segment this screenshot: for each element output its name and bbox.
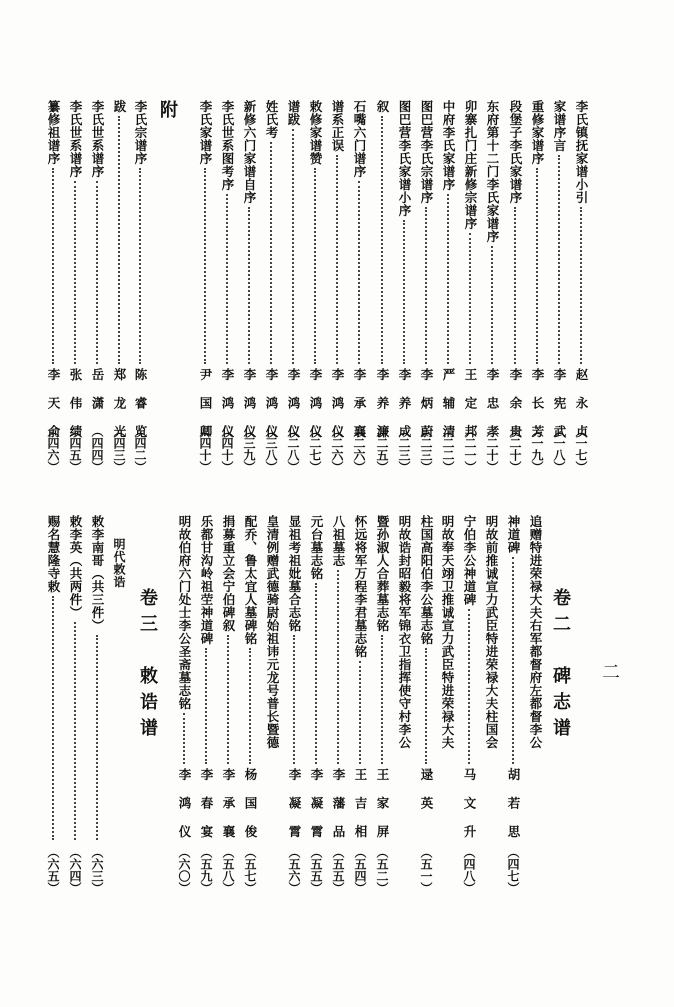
section-subheading: 明代敕诰: [112, 538, 126, 588]
toc-entry-page: （二三）: [397, 425, 411, 473]
toc-entry-page: （六三）: [90, 846, 104, 894]
toc-entry-author: 李 鸿 仪: [242, 368, 257, 438]
toc-entry-author: 李 天 俞: [46, 368, 61, 438]
toc-entry-title: 宁伯李公神道碑: [462, 515, 477, 606]
toc-entry-title: 李氏家谱序: [198, 100, 213, 165]
toc-entry-title: 皇清例赠武德骑尉始祖讳元龙号普长暨德: [265, 515, 280, 749]
toc-entry-author: 李 鸿 仪: [264, 368, 279, 438]
toc-entry-title: 暨孙淑人合葬墓志铭: [375, 515, 390, 632]
leader-dots: [226, 194, 228, 364]
leader-dots: [337, 570, 339, 764]
toc-entry-page: （五五）: [331, 846, 345, 894]
toc-entry-title: 明故诰封昭毅将军锦衣卫指挥使守村李公: [397, 515, 412, 749]
toc-entry-page: （一七）: [574, 425, 588, 473]
toc-entry-title: 元台墓志铭: [309, 515, 324, 580]
leader-dots: [314, 168, 316, 364]
toc-entry-title: 家谱序言: [552, 100, 567, 152]
toc-entry-title: 柱国高阳伯李公墓志铭: [419, 515, 434, 645]
toc-entry-title: 捐募重立会宁伯碑叙: [221, 515, 236, 632]
leader-dots: [227, 635, 229, 764]
toc-entry-title: 怀远将军万程李君墓志铭: [353, 515, 368, 658]
toc-entry-title: 图巴营李氏宗谱序: [419, 100, 434, 204]
appendix-heading: 附: [157, 100, 178, 126]
toc-entry-title: 敕李南哥（共三件）: [90, 515, 105, 632]
leader-dots: [139, 168, 141, 364]
toc-entry-author: 李 凝 霄: [287, 768, 302, 838]
leader-dots: [447, 194, 449, 364]
leader-dots: [403, 220, 405, 364]
leader-dots: [512, 557, 514, 764]
toc-entry-page: （五二）: [375, 846, 389, 894]
leader-dots: [315, 583, 317, 764]
toc-entry-title: 姓氏考: [264, 100, 279, 139]
toc-entry-page: （二十）: [508, 425, 522, 473]
toc-entry-title: 显祖考祖妣墓合志铭: [287, 515, 302, 632]
toc-entry-title: 赐名慧隆寺敕: [46, 515, 61, 593]
toc-entry-page: （六五）: [46, 846, 60, 894]
leader-dots: [74, 622, 76, 840]
leader-dots: [468, 609, 470, 764]
toc-entry-page: （二六）: [330, 425, 344, 473]
toc-entry-author: 李 鸿 仪: [220, 368, 235, 438]
toc-entry-title: 神道碑: [506, 515, 521, 554]
toc-entry-author: 逯 英: [419, 768, 434, 810]
toc-entry-title: 段堡子李氏家谱序: [508, 100, 523, 204]
toc-entry-title: 中府李氏家谱序: [441, 100, 456, 191]
toc-entry-author: 李 炳 蔚: [419, 368, 434, 438]
toc-entry-author: 胡 若 思: [506, 768, 521, 838]
leader-dots: [580, 207, 582, 364]
toc-entry-title: 谱跋: [286, 100, 301, 126]
leader-dots: [52, 596, 54, 840]
toc-entry-page: （五一）: [419, 846, 433, 894]
toc-entry-page: （二七）: [308, 425, 322, 473]
toc-entry-title: 八祖墓志: [331, 515, 346, 567]
toc-entry-page: （二十）: [485, 425, 499, 473]
toc-entry-author: 李 宪 武: [552, 368, 567, 438]
toc-entry-title: 叙: [375, 100, 390, 113]
toc-entry-author: 李 鸿 仪: [308, 368, 323, 438]
toc-entry-page: （四二）: [133, 425, 147, 473]
leader-dots: [469, 233, 471, 364]
leader-dots: [74, 181, 76, 364]
leader-dots: [359, 661, 361, 764]
toc-entry-title: 明故奉天翊卫推诚宣力武臣特进荣禄大夫: [440, 515, 455, 749]
toc-entry-title: 新修六门家谱自序: [242, 100, 257, 204]
leader-dots: [205, 648, 207, 764]
toc-entry-author: 张 伟 绩: [68, 368, 83, 438]
toc-entry-author: 王 家 屏: [375, 768, 390, 838]
toc-entry-author: 李 藩 品: [331, 768, 346, 838]
toc-entry-author: 李 鸿 仪: [177, 768, 192, 838]
toc-entry-author: 岳 潇: [90, 368, 105, 410]
toc-entry-page: （六〇）: [177, 846, 191, 894]
toc-entry-author: 李 凝 霄: [309, 768, 324, 838]
toc-entry-page: （一八）: [552, 425, 566, 473]
toc-entry-page: （四四）: [90, 425, 104, 473]
toc-entry-page: （二一）: [463, 425, 477, 473]
toc-entry-title: 李氏世系谱序: [68, 100, 83, 178]
toc-entry-title: 配乔、鲁太宜人墓碑铭: [243, 515, 258, 645]
toc-entry-author: 李 忠 孝: [485, 368, 500, 438]
toc-entry-page: （三九）: [242, 425, 256, 473]
toc-entry-page: （二三）: [419, 425, 433, 473]
toc-entry-page: （三八）: [264, 425, 278, 473]
toc-entry-title: 卯寨扎门庄新修宗谱序: [463, 100, 478, 230]
volume-heading: 卷三 敕诰谱: [137, 588, 158, 744]
toc-entry-page: （五九）: [199, 846, 213, 894]
toc-entry-title: 重修家谱序: [530, 100, 545, 165]
toc-entry-author: 尹 国 卿: [198, 368, 213, 438]
toc-entry-author: 陈 睿 览: [133, 368, 148, 438]
leader-dots: [52, 168, 54, 364]
toc-entry-page: （五五）: [309, 846, 323, 894]
toc-entry-author: 李 养 成: [397, 368, 412, 438]
leader-dots: [118, 116, 120, 364]
toc-entry-page: （五四）: [353, 846, 367, 894]
leader-dots: [558, 155, 560, 364]
toc-entry-page: （二八）: [286, 425, 300, 473]
toc-entry-page: （二五）: [375, 425, 389, 473]
toc-entry-page: （四六）: [46, 425, 60, 473]
toc-entry-page: （四七）: [506, 846, 520, 894]
toc-entry-title: 纂修祖谱序: [46, 100, 61, 165]
toc-entry-page: （五七）: [243, 846, 257, 894]
toc-entry-title: 李氏镇抚家谱小引: [574, 100, 589, 204]
toc-entry-title: 石嘴六门谱序: [352, 100, 367, 178]
toc-entry-page: （五六）: [287, 846, 301, 894]
toc-entry-author: 李 承 襄: [352, 368, 367, 438]
leader-dots: [292, 129, 294, 364]
toc-entry-author: 郑 龙 光: [112, 368, 127, 438]
toc-entry-author: 李 长 芳: [530, 368, 545, 438]
toc-entry-author: 马 文 升: [462, 768, 477, 838]
leader-dots: [248, 207, 250, 364]
toc-entry-title: 明故伯府六门处士李公圣斋墓志铭: [177, 515, 192, 710]
leader-dots: [183, 713, 185, 764]
toc-entry-title: 谱系正误: [330, 100, 345, 152]
toc-entry-page: （四三）: [112, 425, 126, 473]
leader-dots: [536, 168, 538, 364]
toc-entry-author: 杨 国 俊: [243, 768, 258, 838]
toc-entry-title: 李氏世系谱序: [90, 100, 105, 178]
volume-heading: 卷二 碑志谱: [550, 588, 571, 744]
leader-dots: [96, 181, 98, 364]
toc-entry-author: 李 鸿 仪: [286, 368, 301, 438]
toc-entry-title: 东府第十二门李氏家谱序: [485, 100, 500, 243]
leader-dots: [381, 116, 383, 364]
leader-dots: [249, 648, 251, 764]
toc-entry-author: 李 余 贵: [508, 368, 523, 438]
toc-entry-title: 乐都甘沟岭祖茔神道碑: [199, 515, 214, 645]
leader-dots: [491, 246, 493, 364]
toc-entry-title: 敕修家谱赞: [308, 100, 323, 165]
leader-dots: [381, 635, 383, 764]
toc-entry-title: 图巴营李氏家谱小序: [397, 100, 412, 217]
toc-entry-author: 王 吉 相: [353, 768, 368, 838]
leader-dots: [514, 207, 516, 364]
page-number: 二: [602, 662, 620, 683]
leader-dots: [358, 181, 360, 364]
toc-entry-author: 李 鸿 仪: [330, 368, 345, 438]
leader-dots: [425, 207, 427, 364]
leader-dots: [336, 155, 338, 364]
toc-entry-page: （一九）: [530, 425, 544, 473]
leader-dots: [425, 648, 427, 764]
toc-entry-page: （五八）: [221, 846, 235, 894]
leader-dots: [293, 635, 295, 764]
toc-entry-author: 赵 永 贞: [574, 368, 589, 438]
toc-entry-title: 追赠特进荣禄大夫右军都督府左都督李公: [528, 515, 543, 749]
toc-entry-page: （二六）: [352, 425, 366, 473]
toc-entry-title: 跋: [112, 100, 127, 113]
leader-dots: [270, 142, 272, 364]
toc-entry-author: 王 定 邦: [463, 368, 478, 438]
toc-entry-author: 李 承 襄: [221, 768, 236, 838]
toc-entry-page: （四十）: [198, 425, 212, 473]
toc-entry-author: 李 养 濂: [375, 368, 390, 438]
toc-entry-page: （四五）: [68, 425, 82, 473]
toc-entry-page: （二二）: [441, 425, 455, 473]
leader-dots: [96, 635, 98, 840]
toc-entry-title: 敕李英（共两件）: [68, 515, 83, 619]
toc-entry-title: 李氏宗谱序: [133, 100, 148, 165]
toc-entry-page: （四十）: [220, 425, 234, 473]
toc-entry-title: 李氏世系图考序: [220, 100, 235, 191]
leader-dots: [204, 168, 206, 364]
toc-entry-title: 明故前推诚宣力武臣特进荣禄大夫柱国会: [484, 515, 499, 749]
toc-entry-page: （四八）: [462, 846, 476, 894]
toc-entry-author: 严 辅 清: [441, 368, 456, 438]
toc-entry-author: 李 春 宴: [199, 768, 214, 838]
toc-entry-page: （六四）: [68, 846, 82, 894]
